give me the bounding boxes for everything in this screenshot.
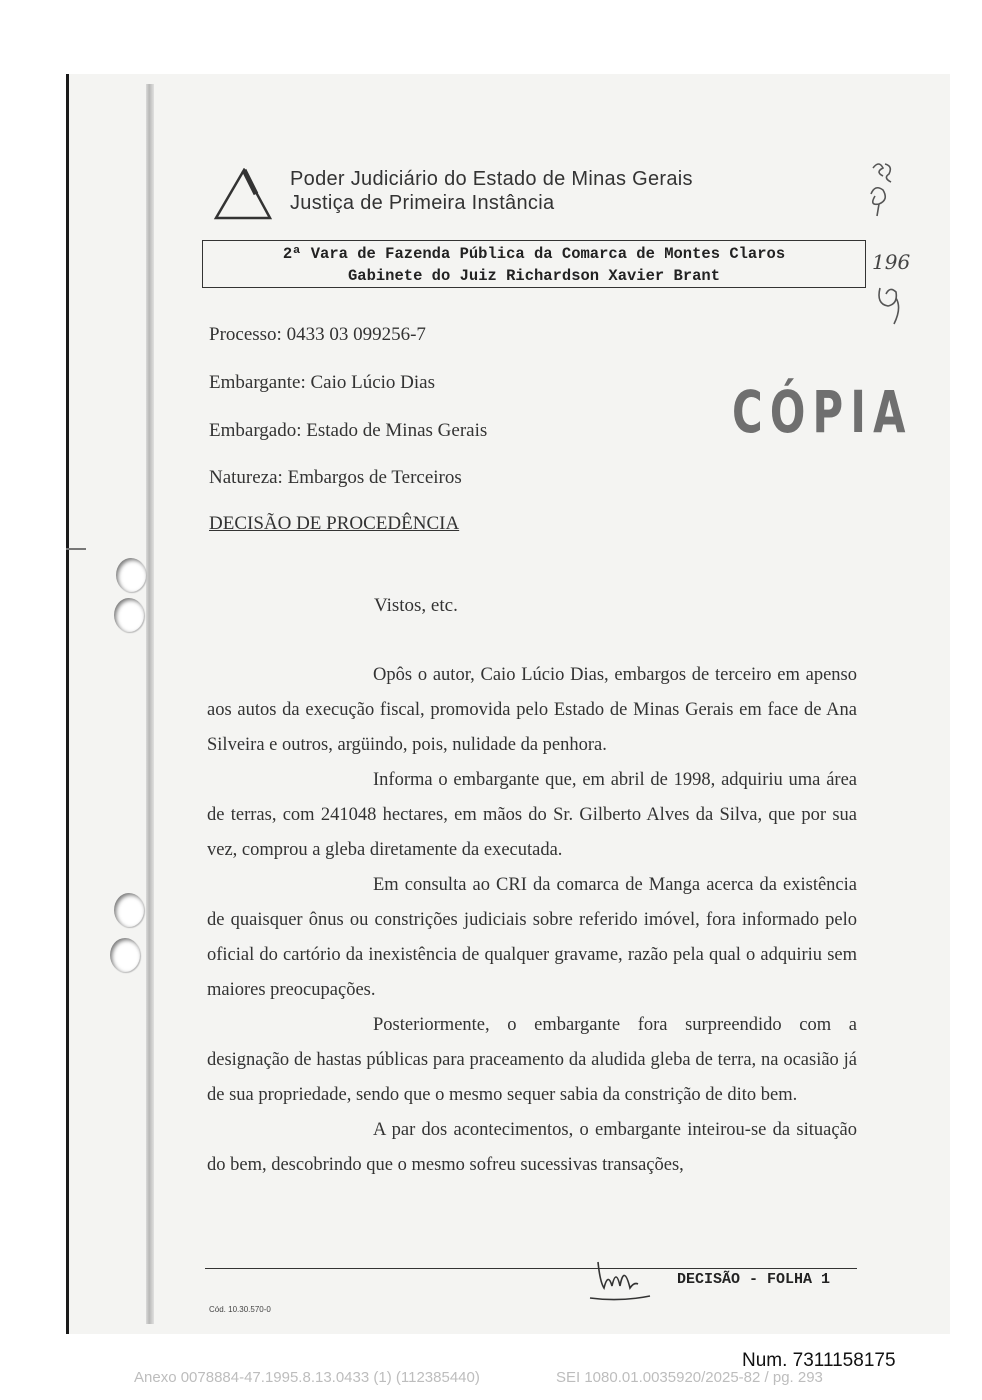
judiciary-triangle-logo — [212, 168, 276, 222]
header-line-1: Poder Judiciário do Estado de Minas Gerais — [290, 168, 693, 190]
punch-hole — [110, 938, 140, 972]
vistos-text: Vistos, etc. — [374, 595, 458, 616]
folio-label: DECISÃO - FOLHA 1 — [677, 1271, 831, 1288]
embargado-field: Embargado: Estado de Minas Gerais — [209, 420, 488, 441]
header-line-2: Justiça de Primeira Instância — [290, 192, 555, 214]
sei-reference: SEI 1080.01.0035920/2025-82 / pg. 293 — [556, 1369, 823, 1386]
processo-field: Processo: 0433 03 099256-7 — [209, 324, 426, 345]
court-box — [202, 240, 866, 288]
punch-hole — [114, 598, 144, 632]
handwritten-initials — [874, 280, 914, 330]
form-code: Cód. 10.30.570-0 — [209, 1305, 271, 1314]
punch-hole — [116, 558, 146, 592]
paragraph: Informa o embargante que, em abril de 1998, adquiriu uma área de terras, com 241048 hectares, em mãos do Sr. Gilberto Alves da Silva, que por sua vez, comprou a gleba diretamente da executada. — [207, 770, 857, 860]
handwritten-initials — [865, 160, 905, 226]
natureza-field: Natureza: Embargos de Terceiros — [209, 467, 462, 488]
court-name: 2ª Vara de Fazenda Pública da Comarca de Montes Claros — [282, 245, 786, 263]
scan-mark — [66, 548, 86, 550]
embargante-field: Embargante: Caio Lúcio Dias — [209, 372, 436, 393]
paragraph: Posteriormente, o embargante fora surpreendido com a designação de hastas públicas para praceamento da aludida gleba de terra, na ocasião já de sua propriedade, sendo que o mesmo sequer sabia da constrição de dito bem. — [207, 1015, 857, 1105]
handwritten-page-number: 196 — [872, 250, 911, 274]
paragraph: Em consulta ao CRI da comarca de Manga acerca da existência de quaisquer ônus ou constrições judiciais sobre referido imóvel, fora informado pelo oficial do cartório da inexistência de qualquer gravame, razão pela qual o adquiriu sem maiores preocupações. — [207, 875, 857, 1000]
paragraph: A par dos acontecimentos, o embargante inteirou-se da situação do bem, descobrindo que o mesmo sofreu sucessivas transações, — [207, 1120, 857, 1175]
copy-stamp: CÓPIA — [732, 378, 913, 446]
punch-hole — [114, 893, 144, 927]
binding-shadow — [146, 84, 154, 1324]
footer-rule — [205, 1268, 857, 1269]
document-number: Num. 7311158175 — [742, 1350, 896, 1371]
signature-initials — [586, 1256, 656, 1304]
decision-title: DECISÃO DE PROCEDÊNCIA — [209, 513, 460, 534]
paragraph: Opôs o autor, Caio Lúcio Dias, embargos de terceiro em apenso aos autos da execução fiscal, promovida pelo Estado de Minas Gerais em face de Ana Silveira e outros, argüindo, pois, nulidade da penhora. — [207, 665, 857, 755]
annex-reference: Anexo 0078884-47.1995.8.13.0433 (1) (112385440) — [134, 1369, 480, 1386]
judge-office: Gabinete do Juiz Richardson Xavier Brant — [347, 267, 721, 285]
decision-body — [207, 658, 857, 1183]
